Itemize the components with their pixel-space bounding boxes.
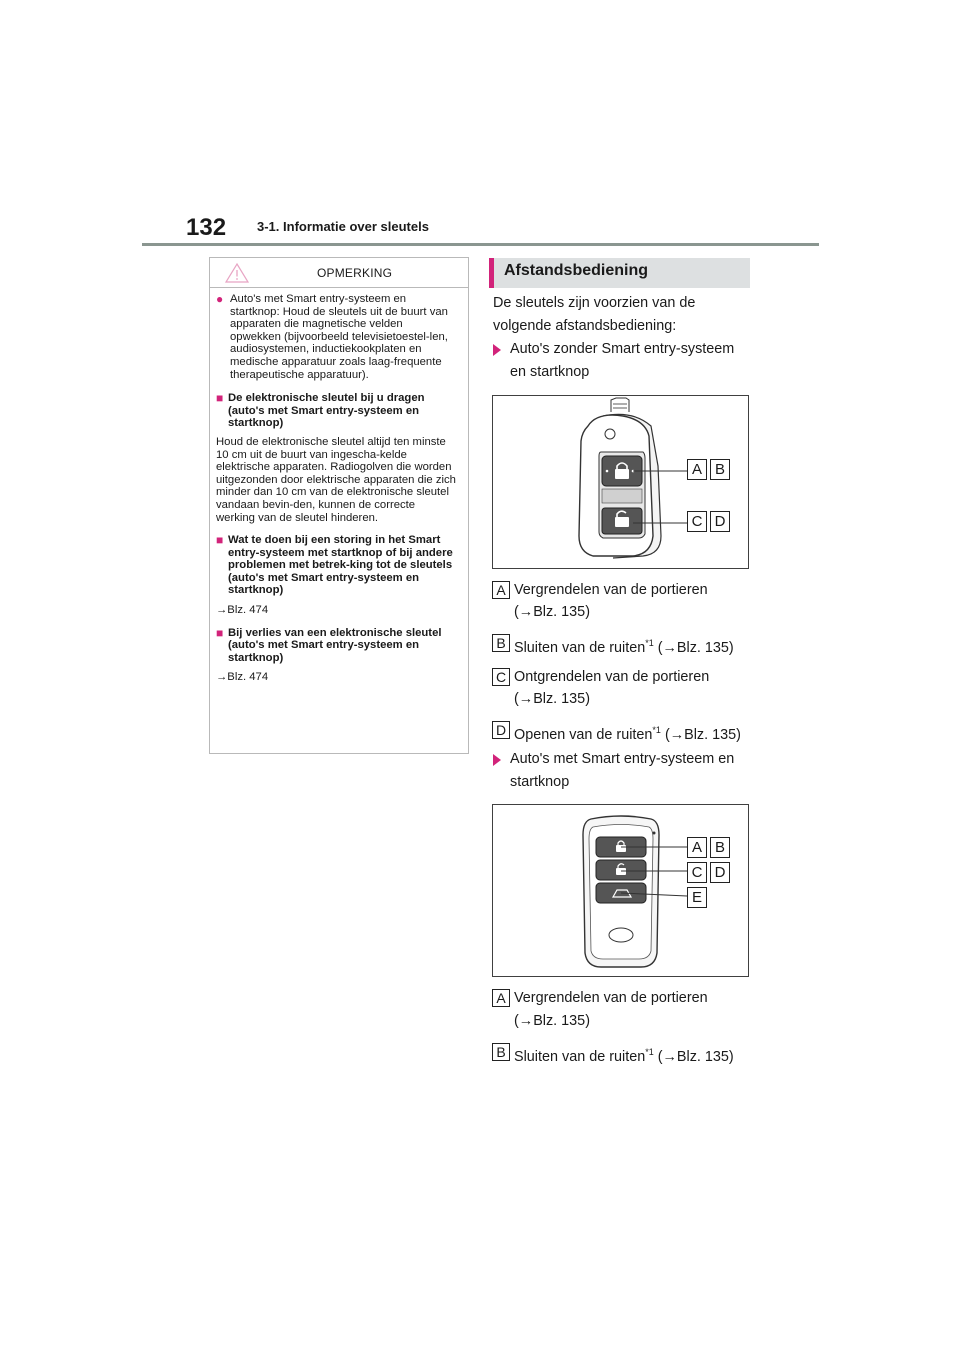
item-letter: B <box>492 1043 510 1061</box>
item-ref[interactable]: (→Blz. 135) <box>514 691 590 707</box>
section-title: 3-1. Informatie over sleutels <box>257 219 429 234</box>
figure-label: C <box>687 511 707 532</box>
note-title: OPMERKING <box>317 266 393 280</box>
item-ref[interactable]: (→Blz. 135) <box>514 604 590 620</box>
note-heading <box>216 627 456 665</box>
folding-key-illustration <box>493 396 748 568</box>
arrow-symbol: → <box>518 604 534 620</box>
square-bullet-icon: ■ <box>216 625 224 640</box>
item-text: Sluiten van de ruiten$^{*1}$ (→Blz. 135) <box>514 1047 734 1065</box>
figure-folding-key <box>492 395 749 569</box>
item-ref[interactable]: (→Blz. 135) <box>664 727 741 743</box>
note-header <box>210 258 468 288</box>
item-text: Vergrendelen van de portieren <box>514 582 708 598</box>
figure-label: D <box>710 862 730 883</box>
item-letter: A <box>492 989 510 1007</box>
item-letter: D <box>492 721 510 739</box>
item-ref[interactable]: (→Blz. 135) <box>514 1013 590 1029</box>
page-number: 132 <box>186 214 227 241</box>
arrow-symbol: → <box>216 604 228 617</box>
variant1-title: Auto's zonder Smart entry-systeem en startknop <box>510 341 735 380</box>
arrow-symbol: → <box>216 671 228 684</box>
note-page-ref[interactable]: →Blz. 474 <box>216 671 269 684</box>
note-heading-text: Wat te doen bij een storing in het Smart entry-systeem met startknop of bij andere problemen met betrek-king tot de sleutels (auto's met Smart entry-systeem en startknop) <box>228 534 453 597</box>
bullet-dot-icon: ● <box>216 292 224 306</box>
figure-label: A <box>687 837 707 858</box>
figure-label: E <box>687 887 707 908</box>
figure-label: A <box>687 459 707 480</box>
item-ref[interactable]: (→Blz. 135) <box>657 1049 734 1065</box>
variant-arrow-icon <box>493 754 501 766</box>
section-heading-bar <box>489 258 750 288</box>
arrow-symbol: → <box>518 691 534 707</box>
item-letter: A <box>492 581 510 599</box>
item-text: Openen van de ruiten$^{*1}$ (→Blz. 135) <box>514 725 741 743</box>
figure-label: C <box>687 862 707 883</box>
note-heading <box>216 392 456 430</box>
note-heading-text: De elektronische sleutel bij u dragen (auto's met Smart entry-systeem en startknop) <box>228 392 425 430</box>
note-body <box>210 288 468 684</box>
smart-key-illustration <box>493 805 748 976</box>
section-heading: Afstandsbediening <box>504 262 649 279</box>
item-text: Sluiten van de ruiten$^{*1}$ (→Blz. 135) <box>514 638 734 656</box>
item-text: Vergrendelen van de portieren <box>514 990 708 1006</box>
note-bullet <box>216 293 456 381</box>
square-bullet-icon: ■ <box>216 391 224 406</box>
arrow-symbol: → <box>518 1013 534 1029</box>
note-heading <box>216 534 456 597</box>
note-paragraph: Houd de elektronische sleutel altijd ten minste 10 cm uit de buurt van ingescha-kelde elektrische apparaten. Radiogolven die worden uitgezonden door elektrische apparaten die zich minder dan 10 cm van de elektronische sleutel vandaan bevin-den, kunnen de correcte werking van de sleutel hinderen. <box>216 435 456 524</box>
item-text: Ontgrendelen van de portieren <box>514 669 710 685</box>
figure-smart-key <box>492 804 749 977</box>
variant-arrow-icon <box>493 344 501 356</box>
figure-label: B <box>710 837 730 858</box>
item-letter: B <box>492 634 510 652</box>
variant2-title: Auto's met Smart entry-systeem en startknop <box>510 751 735 790</box>
arrow-symbol: → <box>662 640 677 656</box>
square-bullet-icon: ■ <box>216 533 224 548</box>
arrow-symbol: → <box>669 727 685 743</box>
note-heading-text: Bij verlies van een elektronische sleutel (auto's met Smart entry-systeem en startknop) <box>228 626 442 664</box>
note-page-ref[interactable]: →Blz. 474 <box>216 604 269 617</box>
item-ref[interactable]: (→Blz. 135) <box>657 640 734 656</box>
note-bullet-text: Auto's met Smart entry-systeem en startknop: Houd de sleutels uit de buurt van apparaten die magnetische velden opwekken (bijvoorbeeld televisietoestel-len, audiosystemen, inductiekookplaten en medische apparatuur zoals laag-frequente therapeutische apparatuur). <box>230 293 448 381</box>
figure-label: D <box>710 511 730 532</box>
note-box <box>209 257 469 754</box>
figure-label: B <box>710 459 730 480</box>
arrow-symbol: → <box>662 1049 677 1065</box>
warning-icon <box>224 262 250 284</box>
header-rule <box>142 243 819 246</box>
item-letter: C <box>492 668 510 686</box>
intro-text: De sleutels zijn voorzien van de volgende afstandsbediening: <box>493 295 696 334</box>
